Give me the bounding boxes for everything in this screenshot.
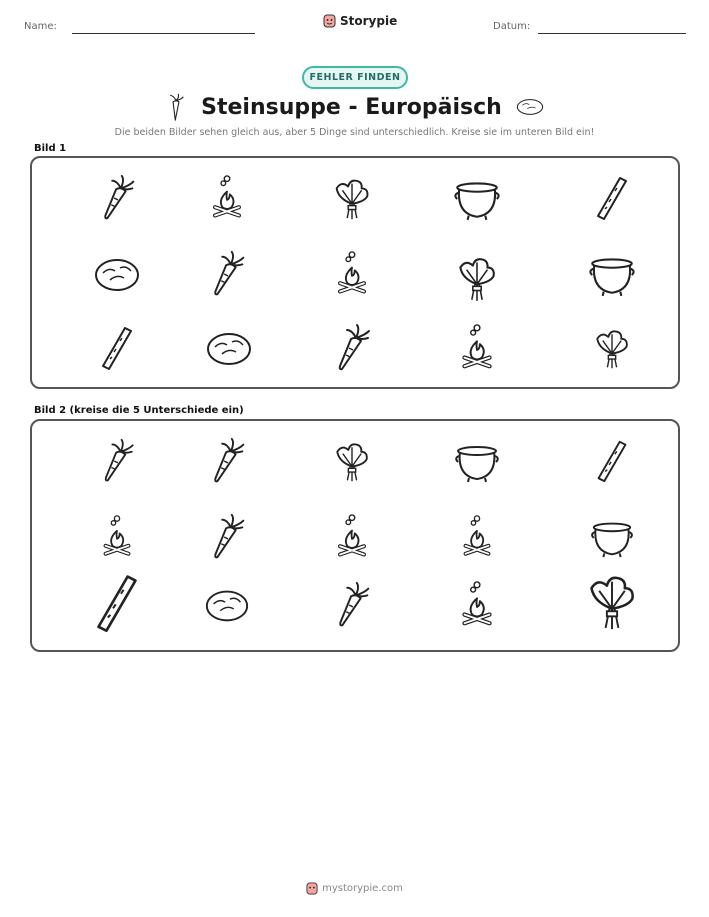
instructions: Die beiden Bilder sehen gleich aus, aber 5 Dinge sind unterschiedlich. Kreise sie im unteren Bild ein! xyxy=(114,127,595,138)
stick-icon[interactable] xyxy=(588,437,636,485)
bread-loaf-icon xyxy=(516,97,544,117)
stick-icon xyxy=(92,323,142,373)
campfire-icon[interactable] xyxy=(95,515,139,559)
cauldron-icon[interactable] xyxy=(452,436,502,486)
storypie-mascot-icon xyxy=(306,882,318,895)
picture-1-panel xyxy=(30,156,680,389)
picture-1-label: Bild 1 xyxy=(34,143,67,154)
date-label: Datum: xyxy=(493,21,531,32)
footer xyxy=(0,882,709,895)
carrot-icon[interactable] xyxy=(328,581,376,629)
carrot-icon[interactable] xyxy=(94,438,140,484)
bread-loaf-icon[interactable] xyxy=(203,581,251,629)
bread-loaf-icon xyxy=(204,323,254,373)
brand-name: Storypie xyxy=(340,14,398,28)
picture-2-label: Bild 2 (kreise die 5 Unterschiede ein) xyxy=(34,405,244,416)
storypie-mascot-icon xyxy=(323,14,336,28)
date-line[interactable] xyxy=(538,33,686,34)
stick-icon xyxy=(587,173,637,223)
carrot-icon xyxy=(165,92,187,122)
name-line[interactable] xyxy=(72,33,255,34)
cauldron-icon xyxy=(451,172,503,224)
brand-logo xyxy=(323,14,397,28)
spinach-bunch-icon[interactable] xyxy=(580,569,644,633)
campfire-icon xyxy=(453,324,501,372)
cauldron-icon xyxy=(586,248,638,300)
spinach-bunch-icon xyxy=(589,325,635,371)
campfire-icon[interactable] xyxy=(453,581,501,629)
footer-url[interactable]: mystorypie.com xyxy=(322,883,403,894)
picture-2-panel[interactable] xyxy=(30,419,680,652)
carrot-icon[interactable] xyxy=(203,513,251,561)
spinach-bunch-icon xyxy=(451,252,503,304)
stick-icon[interactable] xyxy=(84,570,150,636)
carrot-icon xyxy=(93,174,141,222)
cauldron-icon[interactable] xyxy=(588,513,636,561)
spinach-bunch-icon[interactable] xyxy=(329,438,375,484)
carrot-icon[interactable] xyxy=(203,437,251,485)
page-title: Steinsuppe - Europäisch xyxy=(201,94,502,120)
carrot-icon xyxy=(203,250,251,298)
campfire-icon xyxy=(329,251,375,297)
name-label: Name: xyxy=(24,21,57,32)
campfire-icon[interactable] xyxy=(329,514,375,560)
campfire-icon xyxy=(204,175,250,221)
campfire-icon[interactable] xyxy=(455,515,499,559)
spinach-bunch-icon xyxy=(328,174,376,222)
carrot-icon xyxy=(327,323,377,373)
title-row xyxy=(0,92,709,122)
bread-loaf-icon xyxy=(92,249,142,299)
exercise-type-badge: FEHLER FINDEN xyxy=(302,66,408,89)
